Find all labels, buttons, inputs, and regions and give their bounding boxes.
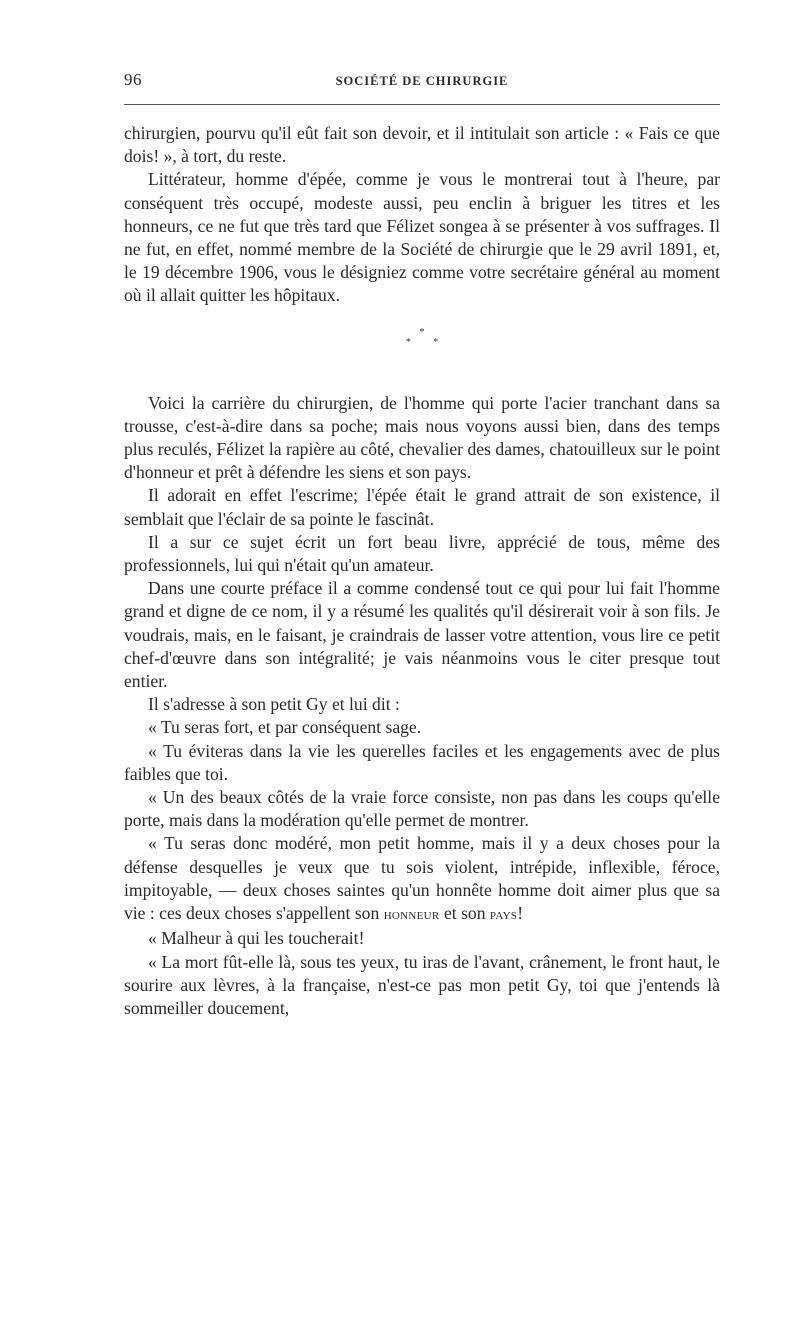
paragraph: « Tu seras fort, et par conséquent sage. — [148, 717, 422, 738]
paragraph: « Malheur à qui les toucherait! — [148, 928, 365, 949]
header-rule — [124, 104, 720, 105]
paragraph: Il adorait en effet l'escrime; l'épée était le grand attrait de son existence, il semblait que l'éclair de sa pointe le fascinât. — [124, 485, 720, 529]
paragraph: Dans une courte préface il a comme condensé tout ce qui pour lui fait l'homme grand et digne de ce nom, il y a résumé les qualités qu'il désirerait voir à son fils. Je voudrais, mais, en le faisant, je craindrais de lasser votre attention, vous lire ce petit chef-d'œuvre dans son intégralité; je vais néanmoins vous le citer presque tout entier. — [124, 578, 720, 692]
text-run: et son — [439, 903, 490, 924]
running-title: SOCIÉTÉ DE CHIRURGIE — [335, 74, 509, 88]
text-run: « Tu seras donc modéré, mon petit homme, mais il y a deux choses pour la défense desquelles je veux que tu sois violent, intrépide, inflexible, féroce, impitoyable, — deux choses saintes qu'un honnête homme doit aimer plus que sa vie : ces deux choses s'appellent son — [124, 833, 720, 924]
small-caps-word: pays — [489, 907, 518, 924]
small-caps-word: honneur — [383, 907, 440, 924]
text-run: ! — [517, 903, 524, 924]
paragraph: Il s'adresse à son petit Gy et lui dit : — [148, 694, 400, 715]
asterism-bottom: * * — [405, 336, 449, 348]
paragraph: « Tu éviteras dans la vie les querelles faciles et les engagements avec de plus faibles que toi. — [124, 740, 720, 784]
section-separator — [124, 308, 720, 392]
page-number: 96 — [124, 70, 142, 89]
paragraph-honneur-pays — [124, 832, 720, 927]
paragraph: chirurgien, pourvu qu'il eût fait son devoir, et il intitulait son article : « Fais ce que dois! », à tort, du reste. — [124, 123, 720, 167]
body-text — [124, 122, 720, 1020]
paragraph: Il a sur ce sujet écrit un fort beau livre, apprécié de tous, même des professionnels, lui qui n'était qu'un amateur. — [124, 531, 720, 576]
paragraph: Littérateur, homme d'épée, comme je vous le montrerai tout à l'heure, par conséquent très occupé, modeste aussi, peu enclin à briguer les titres et les honneurs, ce ne fut que très tard que Félizet songea à se présenter à vos suffrages. Il ne fut, en effet, nommé membre de la Société de chirurgie que le 29 avril 1891, et, le 19 décembre 1906, vous le désigniez comme votre secrétaire général au moment où il allait quitter les hôpitaux. — [124, 169, 720, 306]
asterism — [124, 328, 720, 348]
page-header — [124, 70, 720, 98]
paragraph: Voici la carrière du chirurgien, de l'homme qui porte l'acier tranchant dans sa trousse, c'est-à-dire dans sa poche; mais nous voyons aussi bien, dans des temps plus reculés, Félizet la rapière au côté, chevalier des dames, chatouilleux sur le point d'honneur et prêt à défendre les siens et son pays. — [124, 392, 720, 483]
asterism-top: * — [419, 326, 425, 338]
paragraph: « Un des beaux côtés de la vraie force consiste, non pas dans les coups qu'elle porte, mais dans la modération qu'elle permet de montrer. — [124, 787, 720, 831]
paragraph: « La mort fût-elle là, sous tes yeux, tu iras de l'avant, crânement, le front haut, le sourire aux lèvres, à la française, n'est-ce pas mon petit Gy, toi que j'entends là sommeiller doucement, — [124, 951, 720, 1018]
